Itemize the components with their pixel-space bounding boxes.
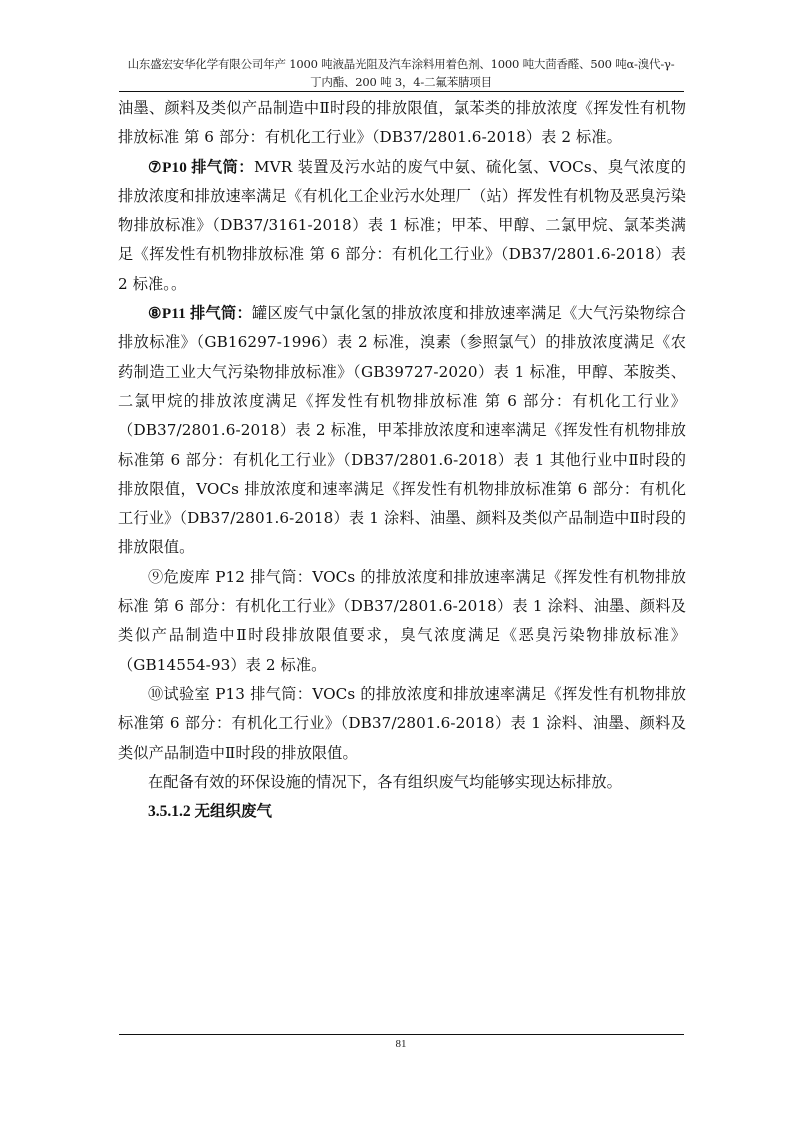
running-header (118, 55, 684, 91)
paragraph-lead-p10: ⑦P10 排气筒： (148, 158, 255, 176)
page-number: 81 (395, 1038, 407, 1050)
paragraph-p12 (118, 563, 686, 680)
paragraph-text: ⑩试验室 P13 排气筒：VOCs 的排放浓度和排放速率满足《挥发性有机物排放标准第 6 部分：有机化工行业》（DB37/2801.6-2018）表 1 涂料、油墨、颜料及类似产品制造中Ⅱ时段的排放限值。 (118, 684, 686, 762)
body-text (118, 94, 686, 826)
paragraph-text: MVR 装置及污水站的废气中氨、硫化氢、VOCs、臭气浓度的排放浓度和排放速率满足《有机化工企业污水处理厂（站）挥发性有机物及恶臭污染物排放标准》（DB37/3161-2018）表 1 标准；甲苯、甲醇、二氯甲烷、氯苯类满足《挥发性有机物排放标准 第 6 部分：有机化工行业》（DB37/2801.6-2018）表 2 标准。。 (118, 157, 686, 293)
paragraph-text: ⑨危废库 P12 排气筒：VOCs 的排放浓度和排放速率满足《挥发性有机物排放标准 第 6 部分：有机化工行业》（DB37/2801.6-2018）表 1 涂料、油墨、颜料及类似产品制造中Ⅱ时段排放限值要求，臭气浓度满足《恶臭污染物排放标准》（GB14554-93）表 2 标准。 (118, 567, 686, 674)
paragraph-p11 (118, 299, 686, 563)
header-title-line-2: 丁内酯、200 吨 3，4-二氟苯腈项目 (310, 75, 492, 89)
header-divider (119, 91, 684, 92)
footer-divider (119, 1034, 684, 1035)
paragraph-p13 (118, 680, 686, 768)
paragraph-text: 罐区废气中氯化氢的排放浓度和排放速率满足《大气污染物综合排放标准》（GB16297-1996）表 2 标准，溴素（参照氯气）的排放浓度满足《农药制造工业大气污染物排放标准》（GB39727-2020）表 1 标准，甲醇、苯胺类、二氯甲烷的排放浓度满足《挥发性有机物排放标准 第 6 部分：有机化工行业》（DB37/2801.6-2018）表 2 标准，甲苯排放浓度和速率满足《挥发性有机物排放标准第 6 部分：有机化工行业》（DB37/2801.6-2018）表 1 其他行业中Ⅱ时段的排放限值，VOCs 排放浓度和速率满足《挥发性有机物排放标准第 6 部分：有机化工行业》（DB37/2801.6-2018）表 1 涂料、油墨、颜料及类似产品制造中Ⅱ时段的排放限值。 (118, 304, 686, 557)
paragraph-p10 (118, 153, 686, 299)
paragraph-summary (118, 768, 686, 797)
paragraph-text: 油墨、颜料及类似产品制造中Ⅱ时段的排放限值，氯苯类的排放浓度《挥发性有机物排放标准 第 6 部分：有机化工行业》（DB37/2801.6-2018）表 2 标准。 (118, 99, 686, 147)
header-title-line-1: 山东盛宏安华化学有限公司年产 1000 吨液晶光阻及汽车涂料用着色剂、1000 吨大茴香醛、500 吨α-溴代-γ- (127, 57, 675, 71)
paragraph-text: 在配备有效的环保设施的情况下，各有组织废气均能够实现达标排放。 (148, 772, 622, 791)
paragraph-continuation (118, 94, 686, 153)
section-heading: 3.5.1.2 无组织废气 (148, 803, 273, 821)
paragraph-lead-p11: ⑧P11 排气筒： (148, 305, 253, 323)
